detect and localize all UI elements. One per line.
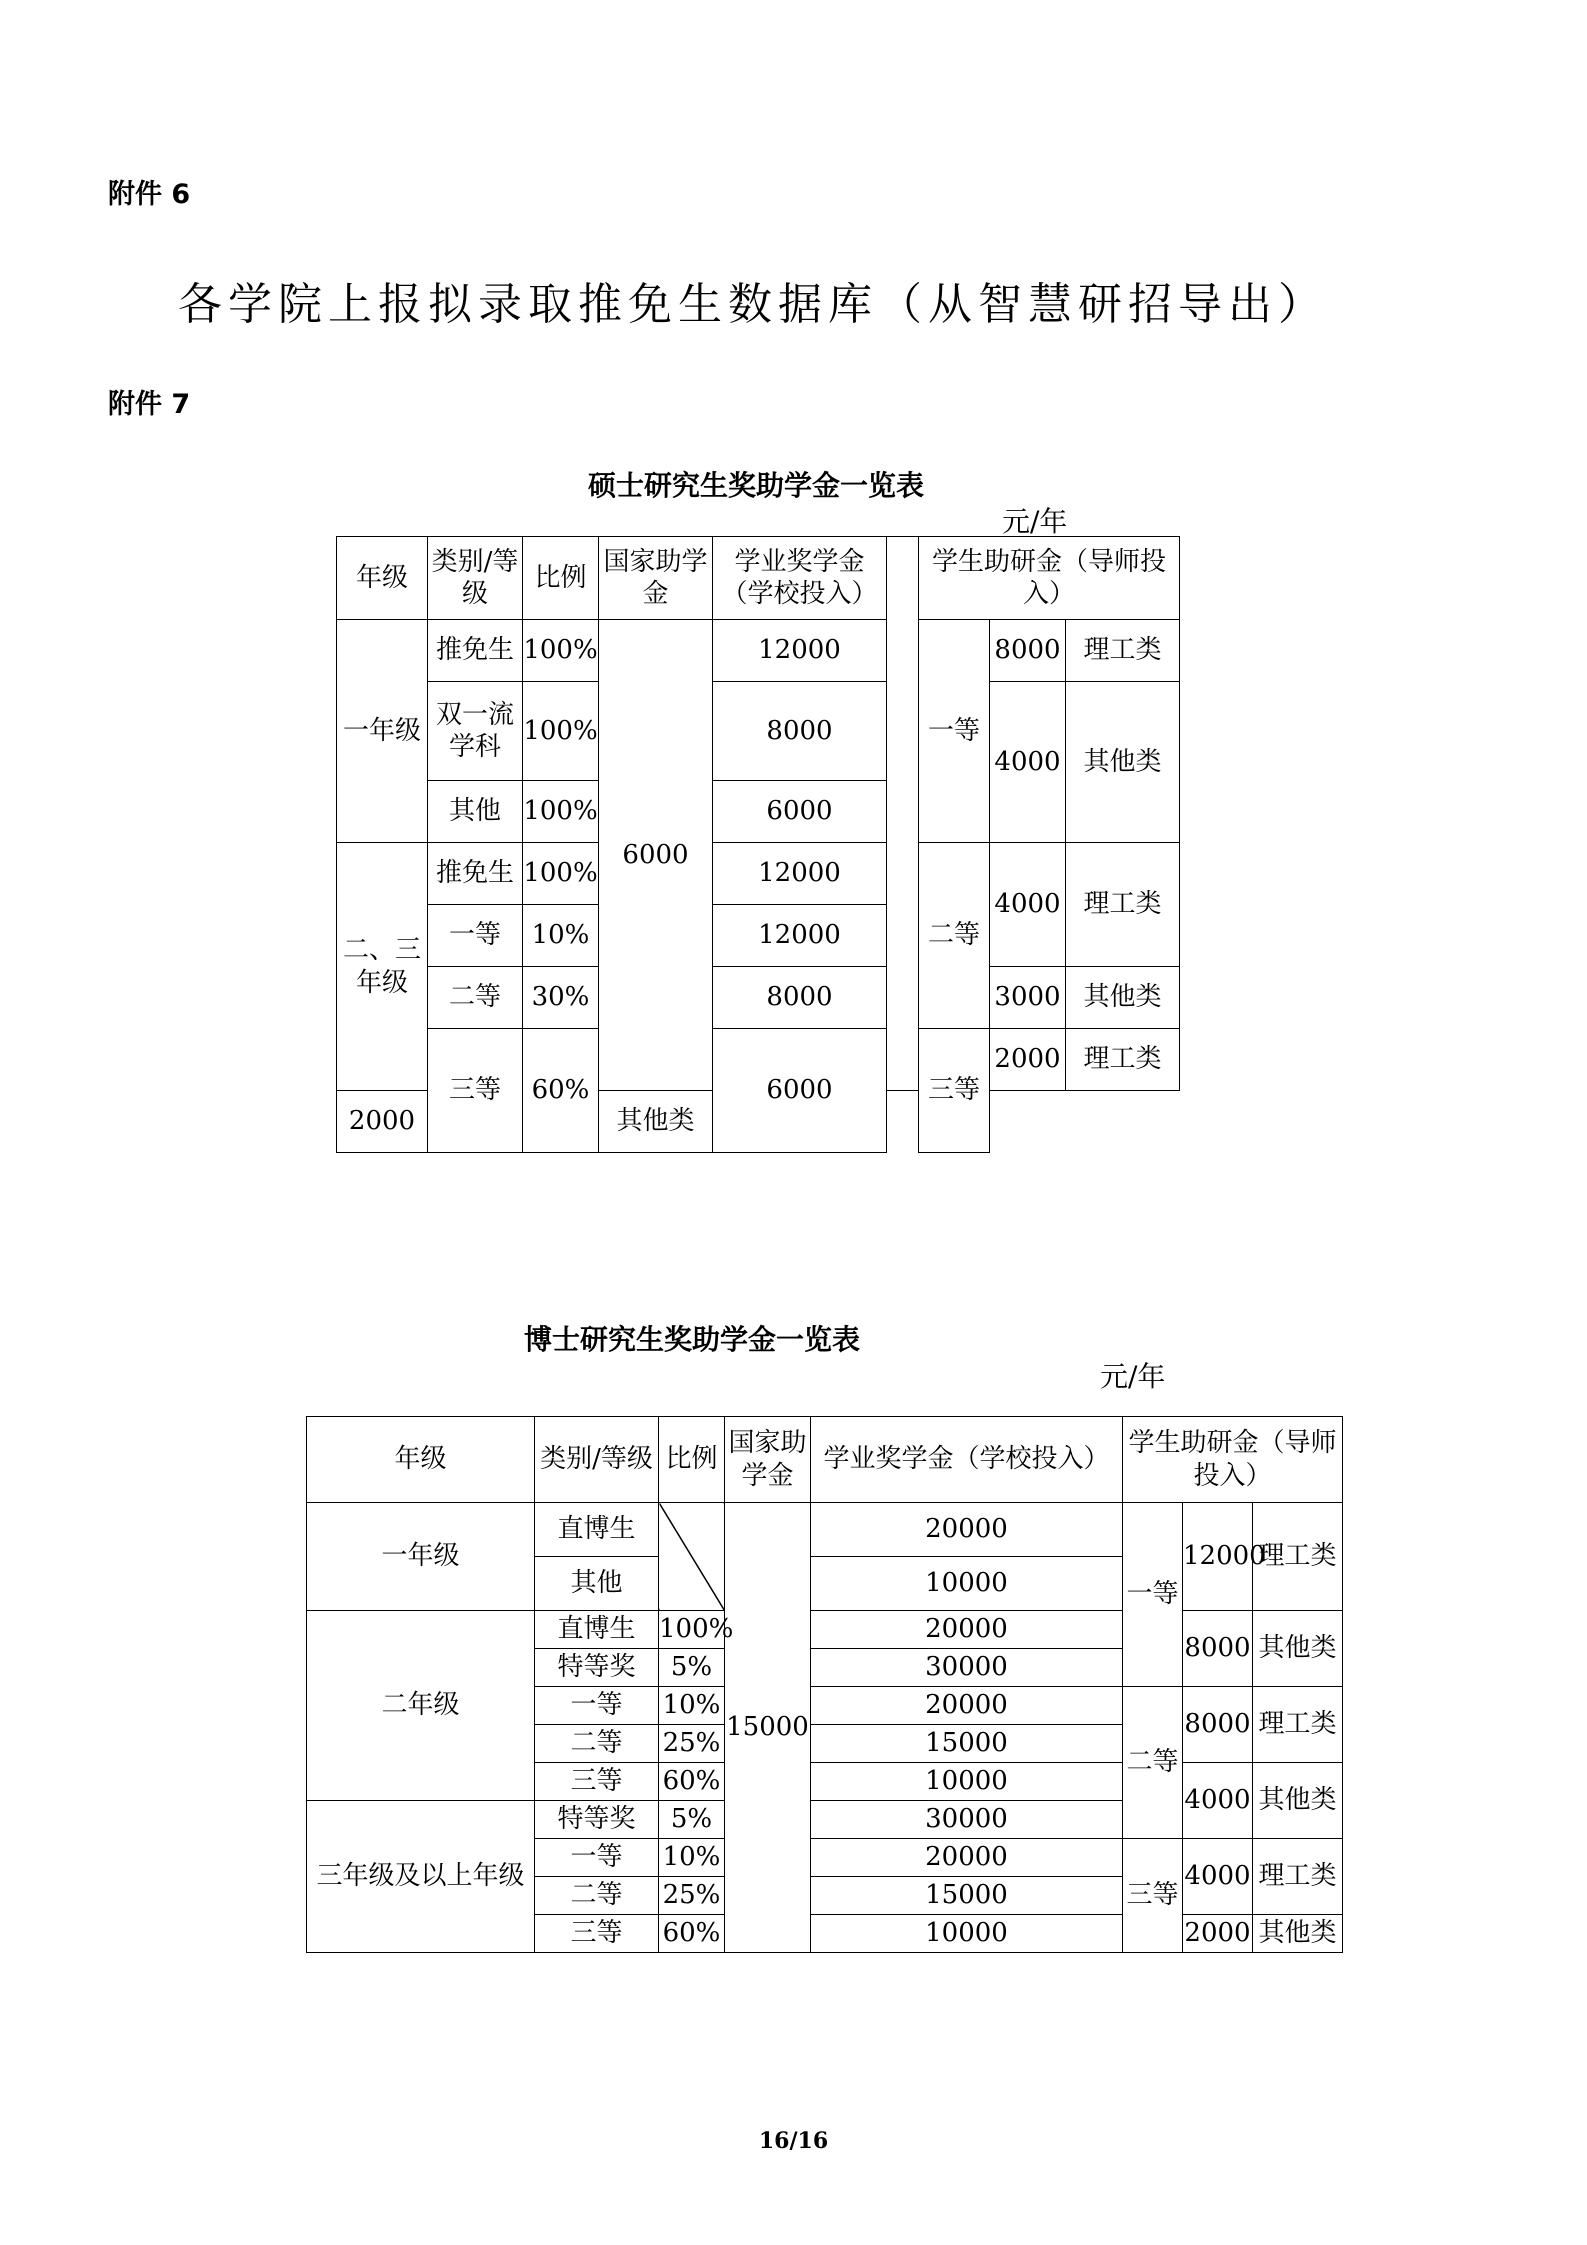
assist-amount: 2000 — [337, 1091, 428, 1153]
assist-amount: 8000 — [1183, 1611, 1253, 1687]
category-cell: 三等 — [535, 1763, 659, 1801]
academic-cell: 12000 — [713, 620, 887, 682]
assist-amount: 8000 — [990, 620, 1066, 682]
assist-amount: 4000 — [1183, 1839, 1253, 1915]
page-number: 16/16 — [758, 2128, 829, 2154]
grade-second-year: 二年级 — [307, 1611, 535, 1801]
assist-type: 理工类 — [1253, 1503, 1343, 1611]
assist-amount: 4000 — [990, 682, 1066, 843]
ratio-empty-slash — [659, 1503, 725, 1611]
spacer-cell — [887, 620, 919, 1091]
assist-amount: 2000 — [990, 1029, 1066, 1091]
assist-type: 其他类 — [1253, 1915, 1343, 1953]
assist-type: 其他类 — [1253, 1763, 1343, 1839]
header-category: 类别/等级 — [428, 537, 523, 620]
category-cell: 特等奖 — [535, 1649, 659, 1687]
header-grade: 年级 — [307, 1417, 535, 1503]
assist-amount: 4000 — [990, 843, 1066, 967]
category-cell: 三等 — [428, 1029, 523, 1153]
academic-cell: 8000 — [713, 682, 887, 781]
ratio-cell: 10% — [523, 905, 599, 967]
ratio-cell: 25% — [659, 1725, 725, 1763]
academic-cell: 30000 — [811, 1801, 1123, 1839]
ratio-cell: 10% — [659, 1839, 725, 1877]
assist-level-1: 一等 — [919, 620, 990, 843]
header-category: 类别/等级 — [535, 1417, 659, 1503]
academic-cell: 15000 — [811, 1877, 1123, 1915]
header-ratio: 比例 — [523, 537, 599, 620]
academic-cell: 6000 — [713, 781, 887, 843]
ratio-cell: 5% — [659, 1649, 725, 1687]
ratio-cell: 25% — [659, 1877, 725, 1915]
assist-type: 理工类 — [1066, 1029, 1180, 1091]
category-cell: 一等 — [535, 1839, 659, 1877]
assist-type: 其他类 — [599, 1091, 713, 1153]
category-cell: 二等 — [535, 1725, 659, 1763]
assist-type: 理工类 — [1066, 843, 1180, 967]
academic-cell: 10000 — [811, 1763, 1123, 1801]
doctor-scholarship-table — [306, 1416, 1343, 1953]
ratio-cell: 100% — [523, 682, 599, 781]
page-main-title: 各学院上报拟录取推免生数据库（从智慧研招导出） — [178, 279, 1328, 330]
assist-amount: 2000 — [1183, 1915, 1253, 1953]
ratio-cell: 60% — [523, 1029, 599, 1153]
academic-cell: 6000 — [713, 1029, 887, 1153]
academic-cell: 30000 — [811, 1649, 1123, 1687]
ratio-cell: 60% — [659, 1915, 725, 1953]
academic-cell: 10000 — [811, 1915, 1123, 1953]
assist-level-3: 三等 — [1123, 1839, 1183, 1953]
assist-level-2: 二等 — [1123, 1687, 1183, 1839]
assist-type: 理工类 — [1253, 1687, 1343, 1763]
assist-amount: 12000 — [1183, 1503, 1253, 1611]
ratio-cell: 5% — [659, 1801, 725, 1839]
category-cell: 双一流学科 — [428, 682, 523, 781]
academic-cell: 10000 — [811, 1557, 1123, 1611]
header-assistantship: 学生助研金（导师投入） — [919, 537, 1180, 620]
grade-third-year-and-above: 三年级及以上年级 — [307, 1801, 535, 1953]
category-cell: 二等 — [535, 1877, 659, 1915]
header-grade: 年级 — [337, 537, 428, 620]
category-cell: 直博生 — [535, 1611, 659, 1649]
doctor-unit-label: 元/年 — [1100, 1360, 1166, 1393]
master-table-title: 硕士研究生奖助学金一览表 — [588, 469, 925, 502]
assist-level-3: 三等 — [919, 1029, 990, 1153]
ratio-cell: 100% — [659, 1611, 725, 1649]
category-cell: 二等 — [428, 967, 523, 1029]
national-grant-value: 15000 — [725, 1503, 811, 1953]
header-ratio: 比例 — [659, 1417, 725, 1503]
assist-level-1: 一等 — [1123, 1503, 1183, 1687]
national-grant-value: 6000 — [599, 620, 713, 1091]
category-cell: 其他 — [535, 1557, 659, 1611]
master-scholarship-table — [336, 536, 1180, 1153]
assist-amount: 8000 — [1183, 1687, 1253, 1763]
assist-type: 理工类 — [1253, 1839, 1343, 1915]
assist-level-2: 二等 — [919, 843, 990, 1029]
doctor-table-title: 博士研究生奖助学金一览表 — [524, 1323, 861, 1356]
header-assistantship: 学生助研金（导师投入） — [1123, 1417, 1343, 1503]
grade-first-year: 一年级 — [307, 1503, 535, 1611]
ratio-cell: 100% — [523, 843, 599, 905]
category-cell: 其他 — [428, 781, 523, 843]
category-cell: 推免生 — [428, 620, 523, 682]
ratio-cell: 100% — [523, 781, 599, 843]
academic-cell: 15000 — [811, 1725, 1123, 1763]
header-national-grant: 国家助学金 — [725, 1417, 811, 1503]
grade-second-third-year: 二、三年级 — [337, 843, 428, 1091]
assist-amount: 4000 — [1183, 1763, 1253, 1839]
academic-cell: 12000 — [713, 843, 887, 905]
category-cell: 一等 — [428, 905, 523, 967]
category-cell: 特等奖 — [535, 1801, 659, 1839]
academic-cell: 12000 — [713, 905, 887, 967]
assist-type: 其他类 — [1253, 1611, 1343, 1687]
category-cell: 三等 — [535, 1915, 659, 1953]
attachment-7-label: 附件 7 — [108, 389, 191, 420]
assist-type: 其他类 — [1066, 682, 1180, 843]
header-academic-scholarship: 学业奖学金（学校投入） — [811, 1417, 1123, 1503]
grade-first-year: 一年级 — [337, 620, 428, 843]
master-unit-label: 元/年 — [1002, 505, 1068, 538]
category-cell: 推免生 — [428, 843, 523, 905]
attachment-6-label: 附件 6 — [108, 179, 191, 210]
header-academic-scholarship: 学业奖学金（学校投入） — [713, 537, 887, 620]
ratio-cell: 100% — [523, 620, 599, 682]
ratio-cell: 30% — [523, 967, 599, 1029]
academic-cell: 20000 — [811, 1503, 1123, 1557]
category-cell: 直博生 — [535, 1503, 659, 1557]
assist-type: 理工类 — [1066, 620, 1180, 682]
spacer-cell — [887, 537, 919, 620]
header-national-grant: 国家助学金 — [599, 537, 713, 620]
academic-cell: 20000 — [811, 1839, 1123, 1877]
ratio-cell: 60% — [659, 1763, 725, 1801]
ratio-cell: 10% — [659, 1687, 725, 1725]
academic-cell: 8000 — [713, 967, 887, 1029]
assist-amount: 3000 — [990, 967, 1066, 1029]
academic-cell: 20000 — [811, 1611, 1123, 1649]
category-cell: 一等 — [535, 1687, 659, 1725]
assist-type: 其他类 — [1066, 967, 1180, 1029]
academic-cell: 20000 — [811, 1687, 1123, 1725]
